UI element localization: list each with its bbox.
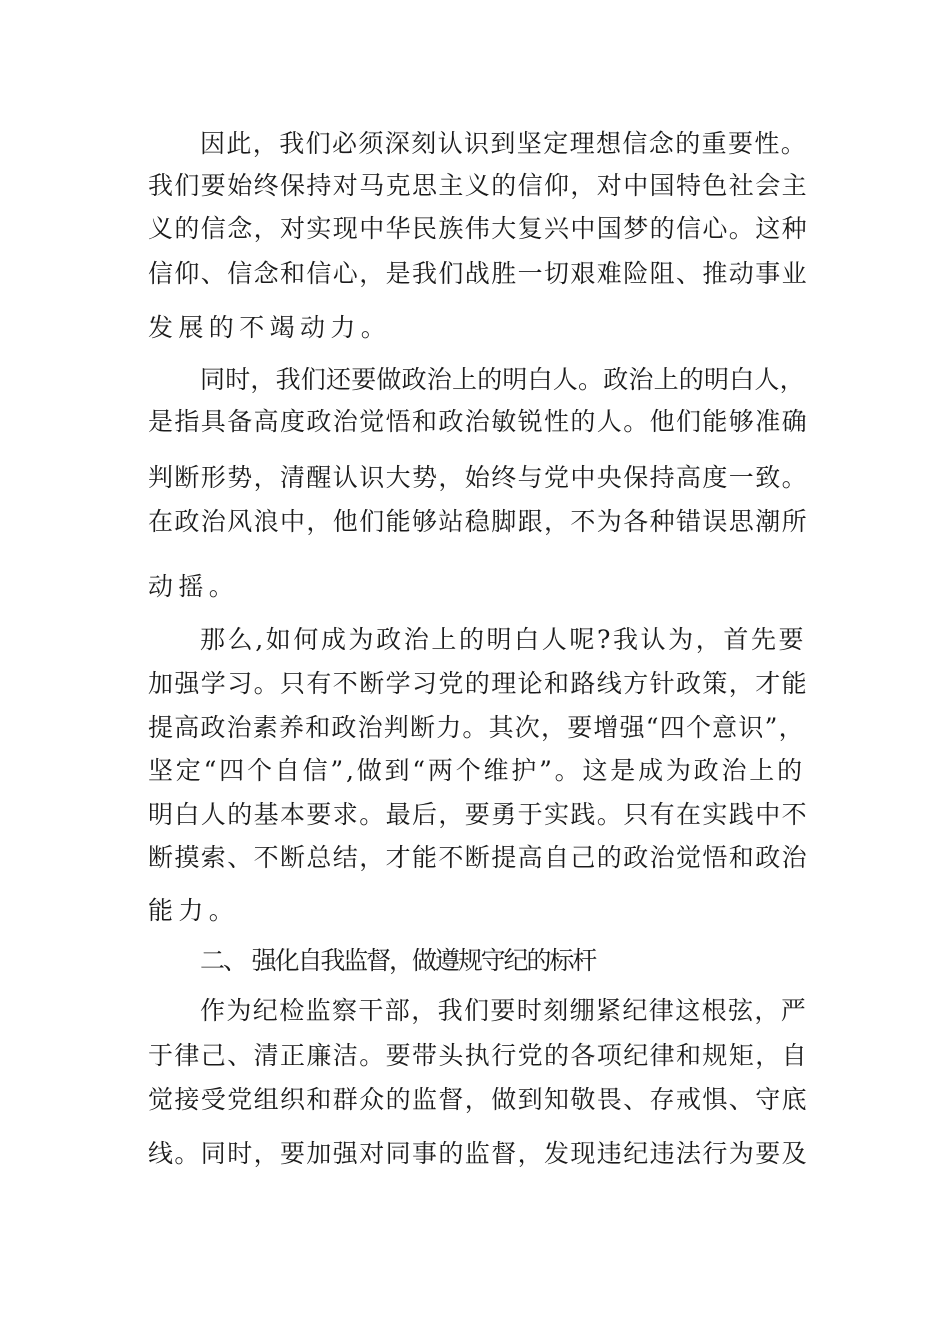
paragraph-4-line-1: 作为纪检监察干部，我们要时刻绷紧纪律这根弦，严 — [200, 996, 808, 1025]
section-heading: 二、 强化自我监督，做遵规守纪的标杆 — [200, 946, 596, 975]
paragraph-3-line-6: 断摸索、不断总结，才能不断提高自己的政治觉悟和政治 — [148, 843, 809, 872]
paragraph-1-line-5: 发展的不竭动力。 — [148, 313, 392, 342]
paragraph-1-line-4: 信仰、信念和信心，是我们战胜一切艰难险阻、推动事业 — [148, 259, 809, 288]
paragraph-3-line-5: 明白人的基本要求。最后，要勇于实践。只有在实践中不 — [148, 800, 809, 829]
paragraph-3-line-1: 那么,如何成为政治上的明白人呢?我认为，首先要 — [200, 625, 807, 654]
paragraph-2-line-3: 判断形势，清醒认识大势，始终与党中央保持高度一致。 — [148, 463, 809, 492]
paragraph-4-line-3: 觉接受党组织和群众的监督，做到知敬畏、存戒惧、守底 — [148, 1085, 809, 1114]
paragraph-2-line-2: 是指具备高度政治觉悟和政治敏锐性的人。他们能够准确 — [148, 407, 809, 436]
paragraph-1-line-2: 我们要始终保持对马克思主义的信仰，对中国特色社会主 — [148, 171, 809, 200]
paragraph-2-line-1: 同时，我们还要做政治上的明白人。政治上的明白人， — [200, 365, 805, 394]
paragraph-2-line-4: 在政治风浪中，他们能够站稳脚跟，不为各种错误思潮所 — [148, 507, 809, 536]
paragraph-3-line-7: 能力。 — [148, 896, 240, 925]
paragraph-1-line-3: 义的信念，对实现中华民族伟大复兴中国梦的信心。这种 — [148, 214, 809, 243]
paragraph-1-line-1: 因此，我们必须深刻认识到坚定理想信念的重要性。 — [200, 129, 808, 158]
paragraph-2-line-5: 动摇。 — [148, 572, 240, 601]
paragraph-4-line-4: 线。同时，要加强对同事的监督，发现违纪违法行为要及 — [148, 1139, 809, 1168]
paragraph-3-line-4: 坚定“四个自信”,做到“两个维护”。这是成为政治上的 — [148, 756, 805, 785]
paragraph-4-line-2: 于律己、清正廉洁。要带头执行党的各项纪律和规矩，自 — [148, 1041, 809, 1070]
paragraph-3-line-2: 加强学习。只有不断学习党的理论和路线方针政策，才能 — [148, 669, 809, 698]
paragraph-3-line-3: 提高政治素养和政治判断力。其次，要增强“四个意识”， — [148, 713, 805, 742]
